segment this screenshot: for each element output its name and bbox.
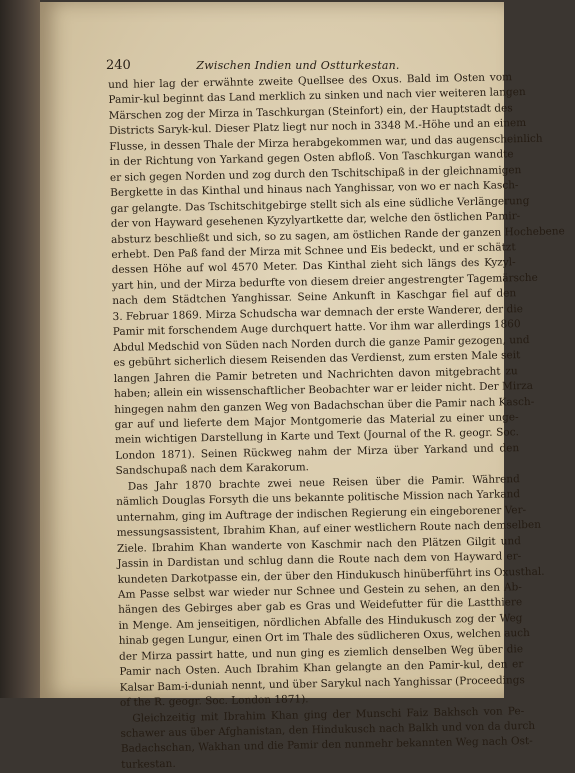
running-head: Zwischen Indien und Ostturkestan. — [196, 59, 400, 72]
text-line: messungsassistent, Ibrahim Khan, auf einer westlichern Route nach demselben — [116, 518, 542, 540]
text-line: Sandschupaß nach dem Karakorum. — [115, 461, 310, 478]
text-line: mein wichtigen Darstellung in Karte und Text (Journal of the R. geogr. Soc. — [114, 426, 519, 447]
text-line: gar gelangte. Das Tschitschitgebirge stellt sich als eine südliche Verlängerung — [110, 194, 530, 215]
text-line: dessen Höhe auf wol 4570 Meter. Das Kinthal zieht sich längs des Kyzyl- — [111, 256, 516, 277]
text-line: 3. Februar 1869. Mirza Schudscha war demnach der erste Wanderer, der die — [112, 302, 524, 323]
text-line: hinab gegen Lungur, einen Ort im Thale des südlicheren Oxus, welchen auch — [118, 627, 530, 648]
text-line: kundeten Darkotpasse ein, der über den Hindukusch hinüberführt ins Oxusthal. — [117, 565, 545, 586]
page-number: 240 — [106, 58, 131, 73]
text-line: Das Jahr 1870 brachte zwei neue Reisen über die Pamir. Während — [127, 472, 520, 493]
text-line: Abdul Medschid von Süden nach Norden durch die ganze Pamir gezogen, und — [113, 333, 530, 354]
text-line: nach dem Städtchen Yanghissar. Seine Ankunft in Kaschgar fiel auf den — [112, 287, 517, 308]
body-text — [108, 70, 565, 773]
text-line: in Menge. Am jenseitigen, nördlichen Abfalle des Hindukusch zog der Weg — [118, 612, 523, 632]
text-line: gar auf und lieferte dem Major Montgomerie das Material zu einer unge- — [114, 411, 519, 431]
text-line: unternahm, ging im Auftrage der indischen Regierung ein eingeborener Ver- — [116, 503, 527, 524]
text-line: turkestan. — [121, 757, 176, 771]
text-line: Ziele. Ibrahim Khan wanderte von Kaschmir nach den Plätzen Gilgit und — [116, 534, 522, 555]
text-line: Kalsar Bam-i-duniah nennt, und über Sarykul nach Yanghissar (Proceedings — [119, 673, 525, 694]
text-line: Jassin in Dardistan und schlug dann die Route nach dem von Hayward er- — [117, 550, 522, 570]
book-binding — [0, 0, 40, 698]
text-line: Pamir-kul beginnt das Land merklich zu sinken und nach vier weiteren langen — [108, 86, 526, 107]
text-line: Badachschan, Wakhan und die Pamir den nunmehr bekannten Weg nach Ost- — [120, 735, 533, 756]
text-line: Districts Saryk-kul. Dieser Platz liegt nur noch in 3348 M.-Höhe und an einem — [108, 117, 527, 138]
text-line: Bergkette in das Kinthal und hinaus nach Yanghissar, von wo er nach Kasch- — [110, 179, 519, 200]
text-line: und hier lag der erwähnte zweite Quellsee des Oxus. Bald im Osten vom — [108, 71, 513, 91]
text-line: Pamir nach Osten. Auch Ibrahim Khan gelangte an den Pamir-kul, den er — [119, 658, 524, 679]
text-line: Märschen zog der Mirza in Taschkurgan (Steinfort) ein, der Hauptstadt des — [108, 102, 513, 122]
text-line: schawer aus über Afghanistan, den Hindukusch nach Balkh und von da durch — [120, 719, 536, 740]
text-line: Gleichzeitig mit Ibrahim Khan ging der Munschi Faiz Bakhsch von Pe- — [132, 704, 525, 725]
text-line: es gebührt sicherlich diesem Reisenden das Verdienst, zum ersten Male seit — [113, 349, 521, 370]
text-line: erhebt. Den Paß fand der Mirza mit Schnee und Eis bedeckt, und er schätzt — [111, 241, 516, 261]
text-line: Am Passe selbst war wieder nur Schnee und Gestein zu sehen, an den Ab- — [117, 581, 522, 601]
text-line: der von Hayward gesehenen Kyzylyartkette dar, welche den östlichen Pamir- — [110, 210, 521, 231]
text-line: yart hin, und der Mirza bedurfte von diesem dreier angestrengter Tagemärsche — [111, 271, 538, 292]
text-line: er sich gegen Norden und zog durch den Tschitschipaß in der gleichnamigen — [109, 163, 522, 184]
text-line: in der Richtung von Yarkand gegen Osten abfloß. Von Taschkurgan wandte — [109, 148, 514, 169]
text-line: Pamir mit forschendem Auge durchquert hatte. Vor ihm war allerdings 1860 — [112, 318, 521, 339]
text-line: London 1871). Seinen Rückweg nahm der Mirza über Yarkand und den — [115, 442, 520, 462]
text-line: nämlich Douglas Forsyth die uns bekannte politische Mission nach Yarkand — [116, 488, 521, 509]
text-line: haben; allein ein wissenschaftlicher Beobachter war er leider nicht. Der Mirza — [113, 379, 534, 401]
text-line: hingegen nahm den ganzen Weg von Badachschan über die Pamir nach Kasch- — [114, 395, 535, 416]
text-line: Flusse, in dessen Thale der Mirza herabgekommen war, und das augenscheinlich — [109, 132, 543, 153]
book-page — [40, 2, 565, 771]
text-line: of the R. geogr. Soc. London 1871). — [119, 693, 309, 710]
text-line: langen Jahren die Pamir betreten und Nachrichten davon mitgebracht zu — [113, 364, 518, 385]
text-line: der Mirza passirt hatte, und nun ging es ziemlich denselben Weg über die — [118, 642, 524, 663]
text-line: hängen des Gebirges aber gab es Gras und Weidefutter für die Lastthiere — [118, 596, 523, 617]
text-line: absturz beschließt und sich, so zu sagen, am östlichen Rande der ganzen Hochebene — [110, 224, 565, 246]
